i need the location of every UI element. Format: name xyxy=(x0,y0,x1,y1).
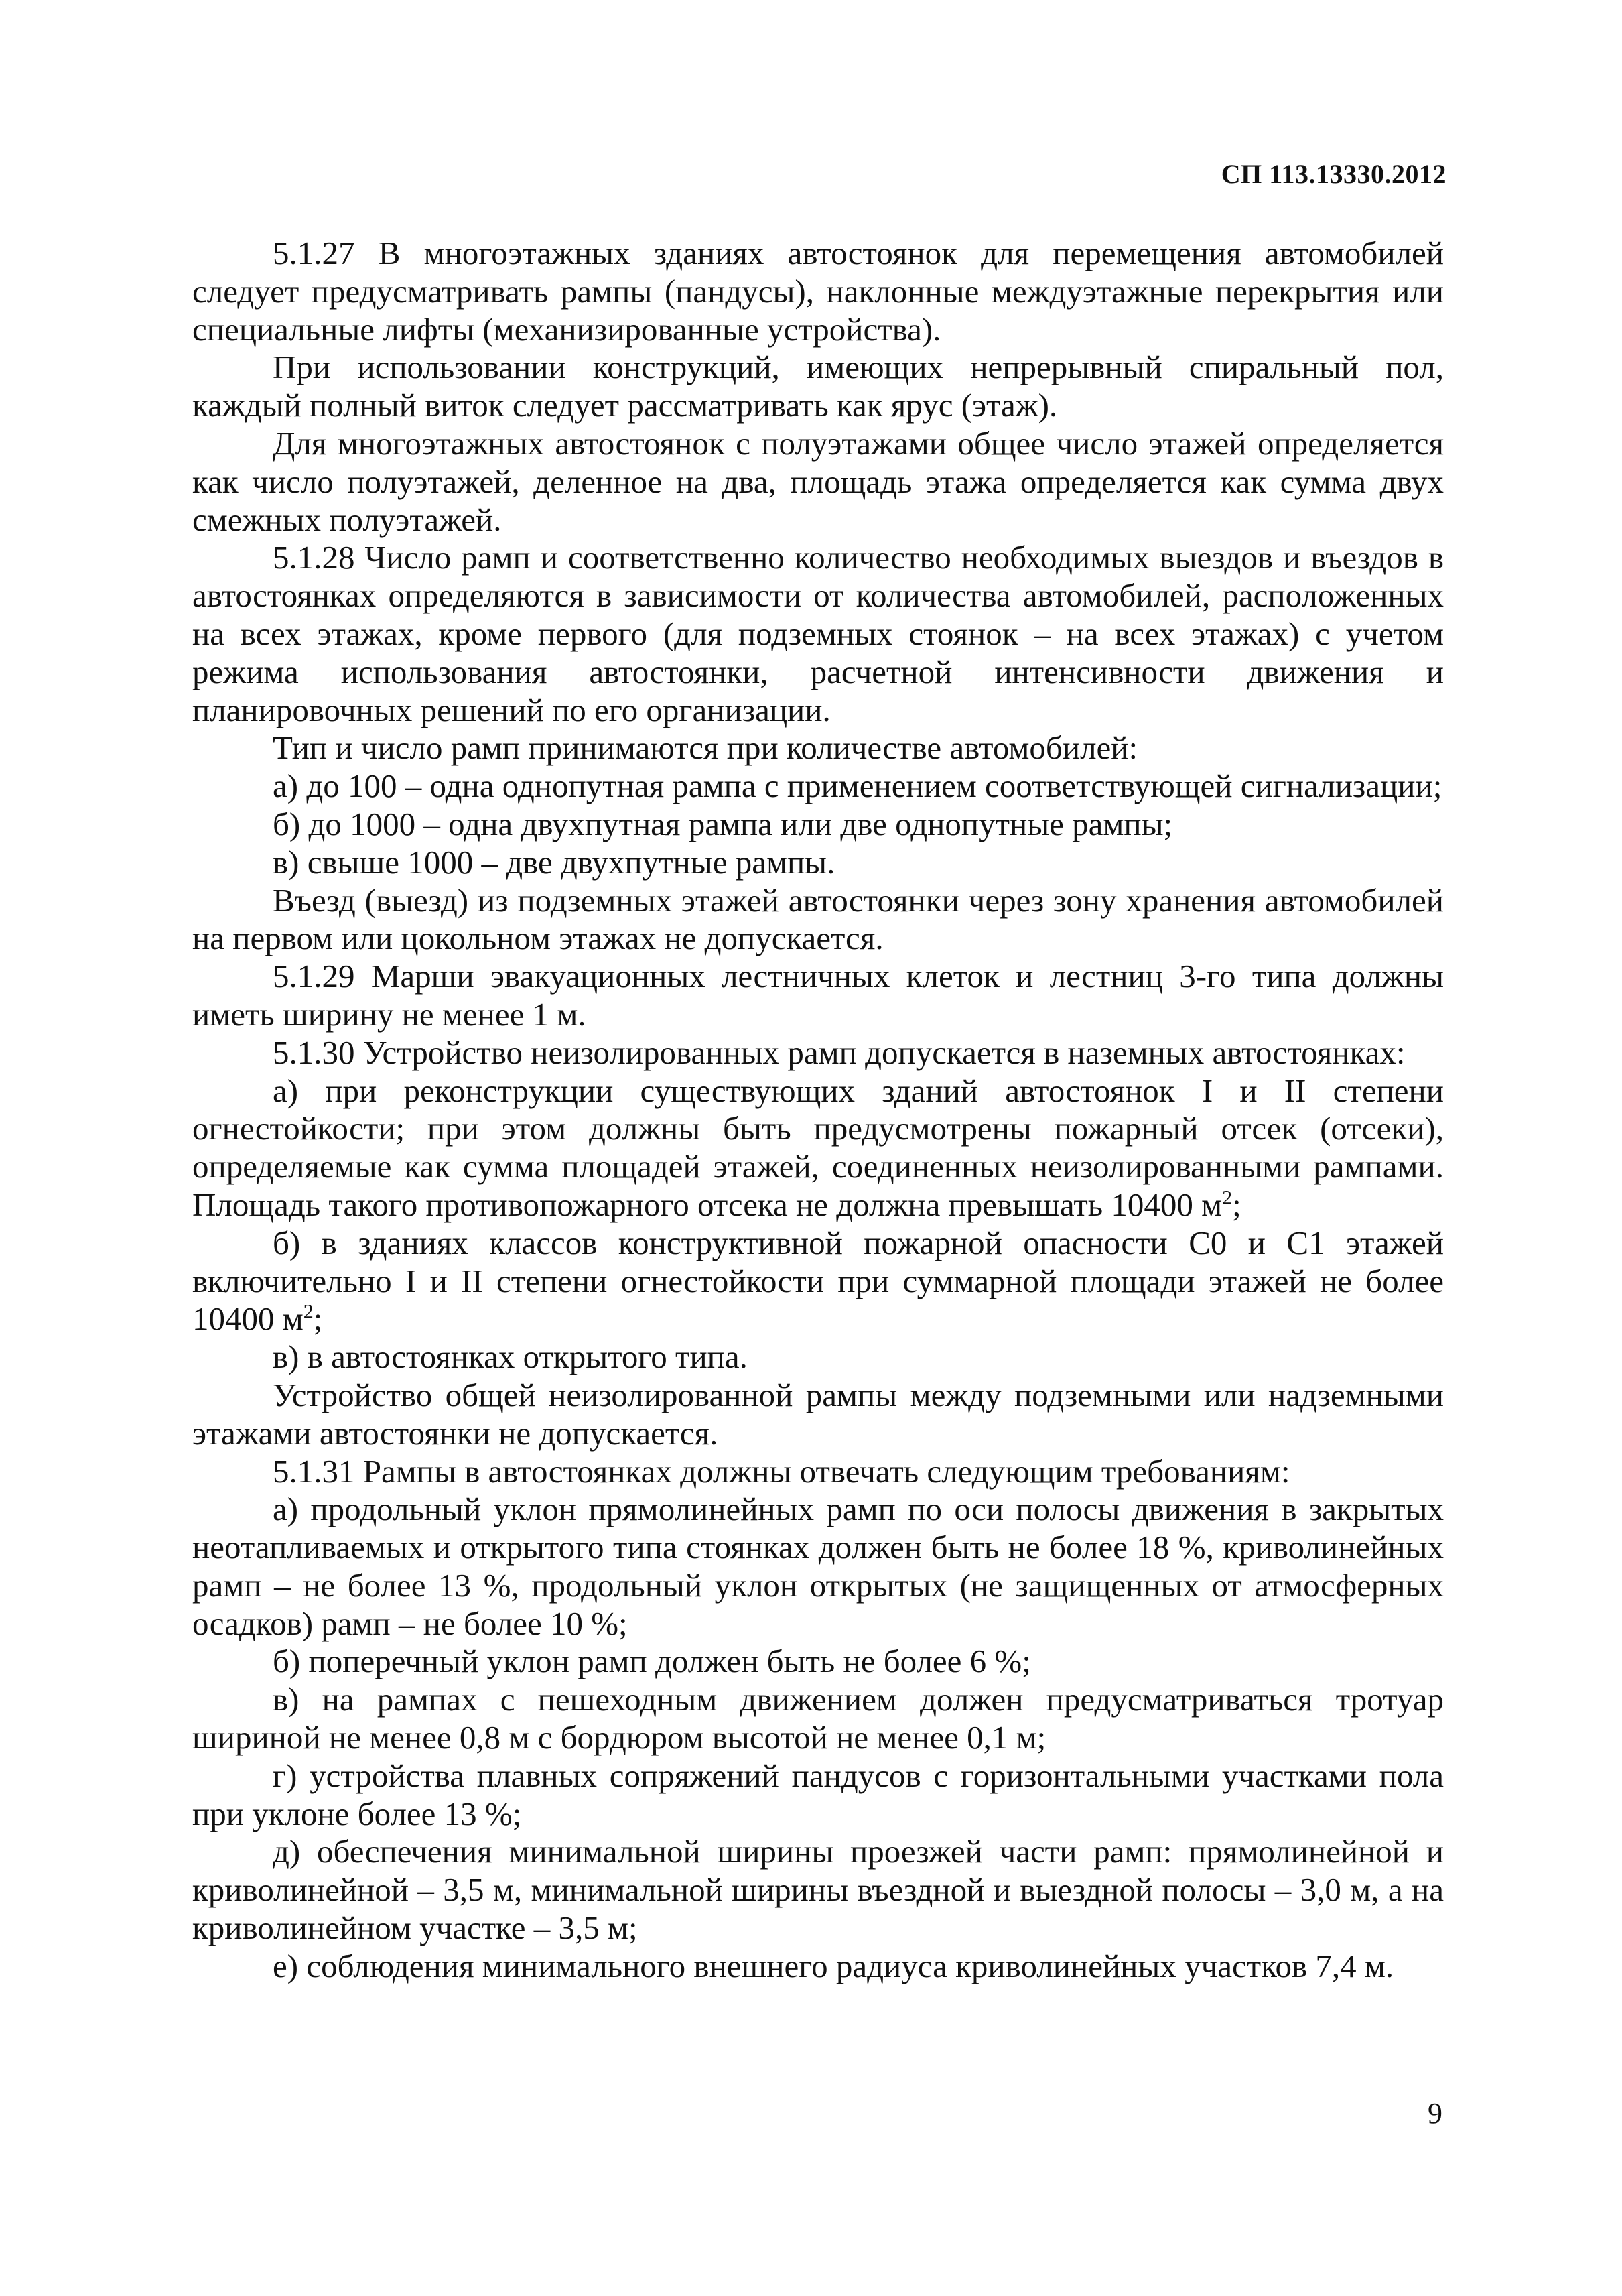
list-item-v-sidewalk: в) на рампах с пешеходным движением должен предусматриваться тротуар шириной не менее 0,8 м с бордюром высотой не менее 0,1 м; xyxy=(192,1681,1444,1757)
list-item-v: в) свыше 1000 – две двухпутные рампы. xyxy=(273,843,835,881)
paragraph-underground-entry: Въезд (выезд) из подземных этажей автостоянки через зону хранения автомобилей на первом или цокольном этажах не допускается. xyxy=(192,881,1444,957)
list-item-g-transitions: г) устройства плавных сопряжений пандусов с горизонтальными участками пола при уклоне более 13 %; xyxy=(192,1757,1444,1832)
paragraph-5-1-30: 5.1.30 Устройство неизолированных рамп допускается в наземных автостоянках: xyxy=(273,1033,1406,1071)
list-item-v-open-type: в) в автостоянках открытого типа. xyxy=(273,1338,748,1376)
list-item-d-width: д) обеспечения минимальной ширины проезжей части рамп: прямолинейной и криволинейной – 3,5 м, минимальной ширины въездной и выездной полосы – 3,0 м, а на криволинейном участке – 3,5 м; xyxy=(192,1833,1444,1947)
paragraph-5-1-31: 5.1.31 Рампы в автостоянках должны отвечать следующим требованиям: xyxy=(273,1452,1290,1490)
list-item-a-slope: а) продольный уклон прямолинейных рамп по оси полосы движения в закрытых неотапливаемых и открытого типа стоянках должен быть не более 18 %, криволинейных рамп – не более 13 %, продольный уклон открытых (не защищенных от атмосферных осадков) рамп – не более 10 %; xyxy=(192,1490,1444,1642)
list-item-e-radius: е) соблюдения минимального внешнего радиуса криволинейных участков 7,4 м. xyxy=(273,1947,1394,1984)
paragraph-5-1-27: 5.1.27 В многоэтажных зданиях автостоянок для перемещения автомобилей следует предусматривать рампы (пандусы), наклонные междуэтажные перекрытия или специальные лифты (механизированные устройства). xyxy=(192,235,1444,348)
paragraph-common-ramp: Устройство общей неизолированной рампы между подземными или надземными этажами автостоянки не допускается. xyxy=(192,1376,1444,1452)
page-number: 9 xyxy=(1428,2097,1442,2130)
document-body xyxy=(192,235,1444,1986)
list-item-a-reconstruction: а) при реконструкции существующих зданий автостоянок I и II степени огнестойкости; при этом должны быть предусмотрены пожарный отсек (отсеки), определяемые как сумма площадей этажей, соединенных неизолированными рампами. Площадь такого противопожарного отсека не должна превышать 10400 $м^2$; xyxy=(192,1072,1444,1223)
document-code: СП 113.13330.2012 xyxy=(1221,159,1446,189)
list-item-b-cross-slope: б) поперечный уклон рамп должен быть не более 6 %; xyxy=(273,1643,1031,1680)
paragraph-ramp-types-intro: Тип и число рамп принимаются при количестве автомобилей: xyxy=(273,729,1138,767)
paragraph-5-1-28: 5.1.28 Число рамп и соответственно количество необходимых выездов и въездов в автостоянках определяются в зависимости от количества автомобилей, расположенных на всех этажах, кроме первого (для подземных стоянок – на всех этажах) с учетом режима использования автостоянки, расчетной интенсивности движения и планировочных решений по его организации. xyxy=(192,539,1444,728)
paragraph-spiral-floor: При использовании конструкций, имеющих непрерывный спиральный пол, каждый полный виток следует рассматривать как ярус (этаж). xyxy=(192,348,1444,424)
list-item-a: а) до 100 – одна однопутная рампа с применением соответствующей сигнализации; xyxy=(273,767,1442,805)
paragraph-half-floors: Для многоэтажных автостоянок с полуэтажами общее число этажей определяется как число полуэтажей, деленное на два, площадь этажа определяется как сумма двух смежных полуэтажей. xyxy=(192,424,1444,538)
paragraph-5-1-29: 5.1.29 Марши эвакуационных лестничных клеток и лестниц 3-го типа должны иметь ширину не менее 1 м. xyxy=(192,958,1444,1033)
list-item-b-classes: б) в зданиях классов конструктивной пожарной опасности С0 и С1 этажей включительно I и II степени огнестойкости при суммарной площади этажей не более 10400 $м^2$; xyxy=(192,1224,1444,1338)
list-item-b: б) до 1000 – одна двухпутная рампа или две однопутные рампы; xyxy=(273,805,1173,842)
